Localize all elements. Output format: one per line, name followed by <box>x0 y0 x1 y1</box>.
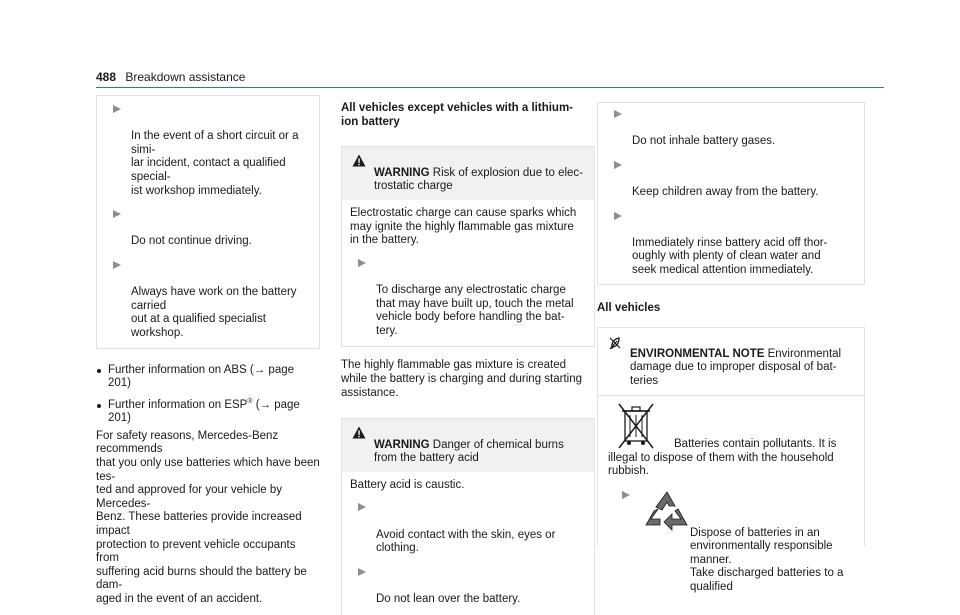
warning-box <box>341 418 595 615</box>
list-item-text: Do not lean over the battery. <box>376 593 521 606</box>
arrow-right-icon <box>113 261 121 269</box>
list-item <box>598 108 864 149</box>
recycle-row <box>608 489 854 533</box>
bullet-item <box>96 364 320 391</box>
environment-note-body <box>598 396 864 595</box>
environment-note-header <box>598 328 864 395</box>
arrow-right-icon <box>113 105 121 113</box>
recycle-text: Dispose of batteries in an environmentally responsible manner. Take discharged batteries to a qualified <box>690 526 844 594</box>
arrow-right-icon <box>113 210 121 218</box>
body-paragraph: The highly flammable gas mixture is created while the battery is charging and during starting assistance. <box>341 359 583 399</box>
list-item <box>350 566 586 607</box>
warning-label: WARNING <box>374 166 430 179</box>
list-item <box>598 159 864 200</box>
list-item-text: Immediately rinse battery acid off thor- oughly with plenty of clean water and seek medical attention immediately. <box>632 236 828 276</box>
list-item-text: Do not inhale battery gases. <box>632 135 776 148</box>
header-rule <box>96 87 884 88</box>
environment-note-text: illegal to dispose of them with the household rubbish. <box>608 451 834 478</box>
list-item-text: Do not continue driving. <box>131 235 252 248</box>
list-item-text: Always have work on the battery carried out at a qualified specialist workshop. <box>131 286 297 339</box>
warning-title: Danger of chemical burns from the battery acid <box>374 438 564 465</box>
warning-text: Electrostatic charge can cause sparks which may ignite the highly flammable gas mixture in the battery. <box>350 206 577 247</box>
environment-note-label: ENVIRONMENTAL NOTE <box>630 347 765 360</box>
warning-triangle-icon <box>352 154 366 167</box>
warning-label: WARNING <box>374 438 430 451</box>
warning-body <box>342 472 594 615</box>
list-item-text: In the event of a short circuit or a simi- lar incident, contact a qualified special- ist workshop immediately. <box>131 130 299 197</box>
bullet-text: Further information on ESP <box>108 398 248 411</box>
instruction-box <box>597 102 865 285</box>
bullet-text: Further information on ABS ( <box>108 363 254 376</box>
arrow-right-icon <box>622 491 630 499</box>
section-heading: All vehicles <box>597 301 661 314</box>
warning-box <box>341 146 595 347</box>
section-heading: All vehicles except vehicles with a lithium- ion battery <box>341 102 573 128</box>
environment-note-text: Batteries contain pollutants. It is <box>674 437 837 450</box>
crossed-out-bin-icon <box>616 402 656 450</box>
environment-leaf-icon <box>608 336 622 350</box>
warning-header <box>342 419 594 472</box>
warning-header <box>342 147 594 200</box>
page-reference-link[interactable]: → page 201) <box>108 363 295 390</box>
page-number: 488 <box>96 70 117 84</box>
bullet-dot-icon <box>97 404 101 408</box>
bullet-dot-icon <box>97 369 101 373</box>
warning-triangle-icon <box>352 426 366 439</box>
arrow-right-icon <box>614 161 622 169</box>
page-reference-link[interactable]: (→ page 201) <box>108 398 300 425</box>
column-2 <box>341 102 595 615</box>
crossed-bin-row <box>608 402 854 452</box>
environment-note-box <box>597 327 865 594</box>
warning-text: Battery acid is caustic. <box>350 478 465 491</box>
warning-body <box>342 200 594 346</box>
arrow-right-icon <box>614 212 622 220</box>
column-3 <box>597 102 865 594</box>
column-1 <box>96 95 320 607</box>
list-item <box>598 210 864 278</box>
registered-mark: ® <box>247 397 253 405</box>
arrow-right-icon <box>358 568 366 576</box>
list-item <box>97 259 319 341</box>
bullet-item <box>96 399 320 426</box>
warning-title: Risk of explosion due to elec- trostatic charge <box>374 166 584 193</box>
list-item-text: Avoid contact with the skin, eyes or clothing. <box>376 528 556 555</box>
environment-note-text <box>608 527 854 595</box>
recycle-icon <box>642 489 692 533</box>
list-item <box>350 257 586 339</box>
list-item-text: To discharge any electrostatic charge that may have built up, touch the metal vehicle body before handling the bat- tery. <box>376 283 574 337</box>
section-title: Breakdown assistance <box>125 70 246 84</box>
instruction-box <box>96 95 320 349</box>
arrow-right-icon <box>358 259 366 267</box>
list-item <box>97 208 319 249</box>
list-item <box>97 103 319 198</box>
body-paragraph: For safety reasons, Mercedes-Benz recommends that you only use batteries which have been tes- ted and approved for your vehicle by Mercedes- Benz. These batteries provide increased impact protection to prevent vehicle occupants from suffering acid burns should the battery be dam- aged in the event of an accident. <box>96 429 320 605</box>
environment-note-title: Environmental damage due to improper disposal of bat- teries <box>630 347 842 387</box>
arrow-right-icon <box>358 503 366 511</box>
list-item-text: Keep children away from the battery. <box>632 185 819 198</box>
page-header <box>96 71 245 85</box>
arrow-right-icon <box>614 110 622 118</box>
list-item <box>350 501 586 555</box>
